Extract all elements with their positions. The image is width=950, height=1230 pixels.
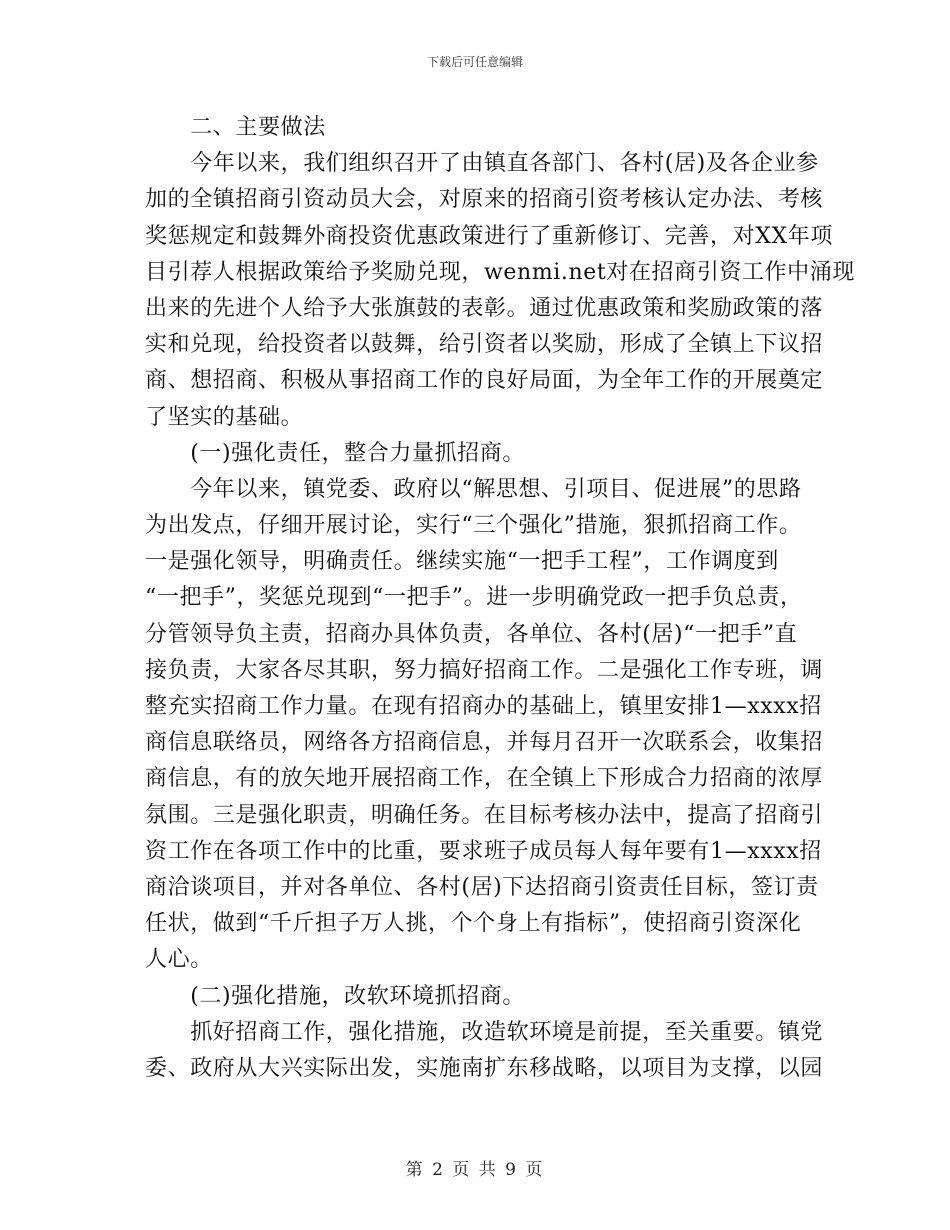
text-line: 商洽谈项目，并对各单位、各村(居)下达招商引资责任目标，签订责 bbox=[145, 874, 819, 900]
text-line: 一是强化领导，明确责任。继续实施“一把手工程”，工作调度到 bbox=[145, 549, 779, 575]
text-line: “一把手”，奖惩兑现到“一把手”。进一步明确党政一把手负总责， bbox=[145, 585, 803, 611]
text-line: 出来的先进个人给予大张旗鼓的表彰。通过优惠政策和奖励政策的落 bbox=[145, 295, 824, 321]
text-line: (二)强化措施，改软环境抓招商。 bbox=[145, 983, 525, 1009]
text-line: 分管领导负主责，招商办具体负责，各单位、各村(居)“一把手”直 bbox=[145, 621, 798, 647]
text-line: 委、政府从大兴实际出发，实施南扩东移战略，以项目为支撑，以园 bbox=[145, 1055, 824, 1081]
text-line: 商信息联络员，网络各方招商信息，并每月召开一次联系会，收集招 bbox=[145, 730, 824, 756]
text-line: 加的全镇招商引资动员大会，对原来的招商引资考核认定办法、考核 bbox=[145, 187, 824, 213]
text-line: 二、主要做法 bbox=[145, 115, 326, 140]
text-line: 实和兑现，给投资者以鼓舞，给引资者以奖励，形成了全镇上下议招 bbox=[145, 332, 824, 358]
text-line: 今年以来，我们组织召开了由镇直各部门、各村(居)及各企业参 bbox=[145, 151, 819, 177]
text-line: 了坚实的基础。 bbox=[145, 404, 304, 430]
page-header-note: 下载后可任意编辑 bbox=[426, 55, 523, 69]
text-line: 氛围。三是强化职责，明确任务。在目标考核办法中，提高了招商引 bbox=[145, 802, 824, 828]
text-line: 商、想招商、积极从事招商工作的良好局面，为全年工作的开展奠定 bbox=[145, 368, 824, 394]
text-line: 任状，做到“千斤担子万人挑，个个身上有指标”，使招商引资深化 bbox=[145, 911, 802, 937]
text-line: 目引荐人根据政策给予奖励兑现，wenmi.net对在招商引资工作中涌现 bbox=[145, 259, 855, 285]
text-line: 商信息，有的放矢地开展招商工作，在全镇上下形成合力招商的浓厚 bbox=[145, 766, 824, 792]
text-line: (一)强化责任，整合力量抓招商。 bbox=[145, 440, 525, 466]
text-line: 人心。 bbox=[145, 947, 213, 973]
text-line: 为出发点，仔细开展讨论，实行“三个强化”措施，狠抓招商工作。 bbox=[145, 513, 802, 539]
text-line: 接负责，大家各尽其职，努力搞好招商工作。二是强化工作专班，调 bbox=[145, 657, 824, 683]
body-text bbox=[145, 110, 855, 1087]
text-line: 资工作在各项工作中的比重，要求班子成员每人每年要有1—xxxx招 bbox=[145, 838, 822, 864]
text-line: 整充实招商工作力量。在现有招商办的基础上，镇里安排1—xxxx招 bbox=[145, 694, 822, 719]
text-line: 今年以来，镇党委、政府以“解思想、引项目、促进展”的思路 bbox=[145, 476, 802, 502]
text-line: 奖惩规定和鼓舞外商投资优惠政策进行了重新修订、完善，对XX年项 bbox=[145, 223, 833, 249]
page-footer: 第 2 页 共 9 页 bbox=[405, 1160, 545, 1180]
text-line: 抓好招商工作，强化措施，改造软环境是前提，至关重要。镇党 bbox=[145, 1019, 824, 1045]
